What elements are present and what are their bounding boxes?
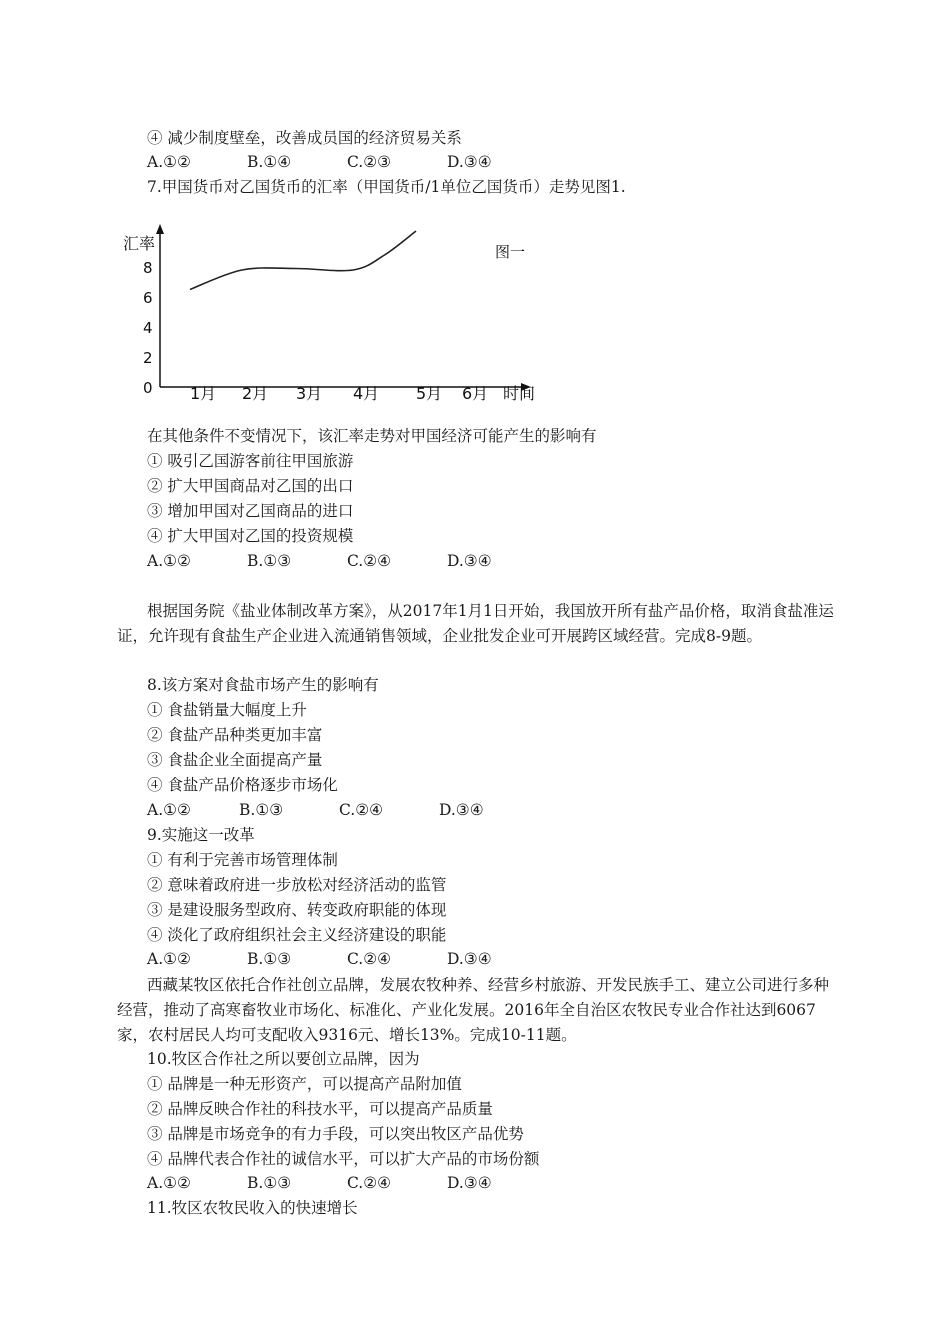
q7-item-3: ③ 增加甲国对乙国商品的进口 — [147, 502, 354, 520]
y-tick-label: 2 — [143, 349, 153, 367]
q7-prompt: 在其他条件不变情况下，该汇率走势对甲国经济可能产生的影响有 — [147, 427, 597, 445]
q8-option-b[interactable]: B.①③ — [239, 801, 284, 819]
q8-option-d[interactable]: D.③④ — [439, 801, 484, 819]
x-tick-label: 3月 — [296, 384, 323, 403]
q9-item-3: ③ 是建设服务型政府、转变政府职能的体现 — [147, 901, 447, 919]
q6-option-c[interactable]: C.②③ — [347, 153, 392, 171]
y-ticks — [143, 259, 153, 397]
chart-title: 图一 — [495, 243, 526, 261]
q10-item-4: ④ 品牌代表合作社的诚信水平，可以扩大产品的市场份额 — [147, 1150, 540, 1168]
q7-item-1: ① 吸引乙国游客前往甲国旅游 — [147, 452, 354, 470]
y-tick-label: 6 — [143, 289, 153, 307]
y-axis-label: 汇率 — [123, 234, 156, 253]
q6-item-4: ④ 减少制度壁垒，改善成员国的经济贸易关系 — [147, 129, 462, 147]
q10-item-1: ① 品牌是一种无形资产，可以提高产品附加值 — [147, 1075, 462, 1093]
q10-item-2: ② 品牌反映合作社的科技水平，可以提高产品质量 — [147, 1100, 493, 1118]
q7-option-d[interactable]: D.③④ — [447, 552, 492, 570]
q9-stem: 9.实施这一改革 — [147, 826, 255, 844]
series-line — [190, 231, 416, 290]
q7-options — [147, 551, 492, 571]
q8-item-3: ③ 食盐企业全面提高产量 — [147, 751, 323, 769]
y-axis-arrow — [156, 224, 164, 234]
x-tick-label: 2月 — [242, 384, 269, 403]
q8-options — [147, 800, 484, 820]
q10-stem: 10.牧区合作社之所以要创立品牌，因为 — [147, 1050, 420, 1068]
q8-option-a[interactable]: A.①② — [147, 801, 191, 819]
q11-stem: 11.牧区农牧民收入的快速增长 — [147, 1199, 358, 1217]
q8-item-1: ① 食盐销量大幅度上升 — [147, 701, 307, 719]
q9-option-d[interactable]: D.③④ — [447, 950, 492, 968]
q8-option-c[interactable]: C.②④ — [339, 801, 384, 819]
q10-option-b[interactable]: B.①③ — [247, 1174, 292, 1192]
q8-item-2: ② 食盐产品种类更加丰富 — [147, 726, 323, 744]
q9-option-b[interactable]: B.①③ — [247, 950, 292, 968]
q9-option-c[interactable]: C.②④ — [347, 950, 392, 968]
passage-salt-reform: 根据国务院《盐业体制改革方案》，从2017年1月1日开始，我国放开所有盐产品价格，取消食盐准运证，允许现有食盐生产企业进入流通销售领域，企业批发企业可开展跨区域经营。完成8-9题。 — [117, 602, 834, 645]
q6-options — [147, 152, 492, 172]
q8-item-4: ④ 食盐产品价格逐步市场化 — [147, 776, 338, 794]
q7-option-a[interactable]: A.①② — [147, 552, 191, 570]
q7-stem: 7.甲国货币对乙国货币的汇率（甲国货币/1单位乙国货币）走势见图1. — [147, 178, 626, 196]
q8-stem: 8.该方案对食盐市场产生的影响有 — [147, 676, 379, 694]
q9-item-2: ② 意味着政府进一步放松对经济活动的监管 — [147, 876, 447, 894]
q6-option-b[interactable]: B.①④ — [247, 153, 292, 171]
q10-options — [147, 1173, 492, 1193]
q6-option-d[interactable]: D.③④ — [447, 153, 492, 171]
q9-item-1: ① 有利于完善市场管理体制 — [147, 851, 338, 869]
q10-item-3: ③ 品牌是市场竞争的有力手段，可以突出牧区产品优势 — [147, 1125, 524, 1143]
q10-option-a[interactable]: A.①② — [147, 1174, 191, 1192]
x-axis-label: 时间 — [503, 384, 536, 403]
passage-tibet-cooperative: 西藏某牧区依托合作社创立品牌，发展农牧种养、经营乡村旅游、开发民族手工、建立公司进行多种经营，推动了高寒畜牧业市场化、标准化、产业化发展。2016年全自治区农牧民专业合作社达到6067家，农村居民人均可支配收入9316元、增长13%。完成10-11题。 — [117, 976, 830, 1044]
q7-option-c[interactable]: C.②④ — [347, 552, 392, 570]
x-tick-label: 4月 — [353, 384, 380, 403]
q10-option-d[interactable]: D.③④ — [447, 1174, 492, 1192]
y-tick-label: 0 — [143, 379, 153, 397]
q7-item-4: ④ 扩大甲国对乙国的投资规模 — [147, 527, 354, 545]
q9-option-a[interactable]: A.①② — [147, 950, 191, 968]
x-tick-label: 6月 — [462, 384, 489, 403]
q7-item-2: ② 扩大甲国商品对乙国的出口 — [147, 477, 354, 495]
x-tick-label: 5月 — [416, 384, 443, 403]
x-tick-label: 1月 — [190, 384, 217, 403]
q9-options — [147, 949, 492, 969]
y-tick-label: 8 — [143, 259, 153, 277]
exchange-rate-chart — [115, 222, 555, 408]
q10-option-c[interactable]: C.②④ — [347, 1174, 392, 1192]
q9-item-4: ④ 淡化了政府组织社会主义经济建设的职能 — [147, 926, 447, 944]
q7-option-b[interactable]: B.①③ — [247, 552, 292, 570]
q6-option-a[interactable]: A.①② — [147, 153, 191, 171]
y-tick-label: 4 — [143, 319, 153, 337]
